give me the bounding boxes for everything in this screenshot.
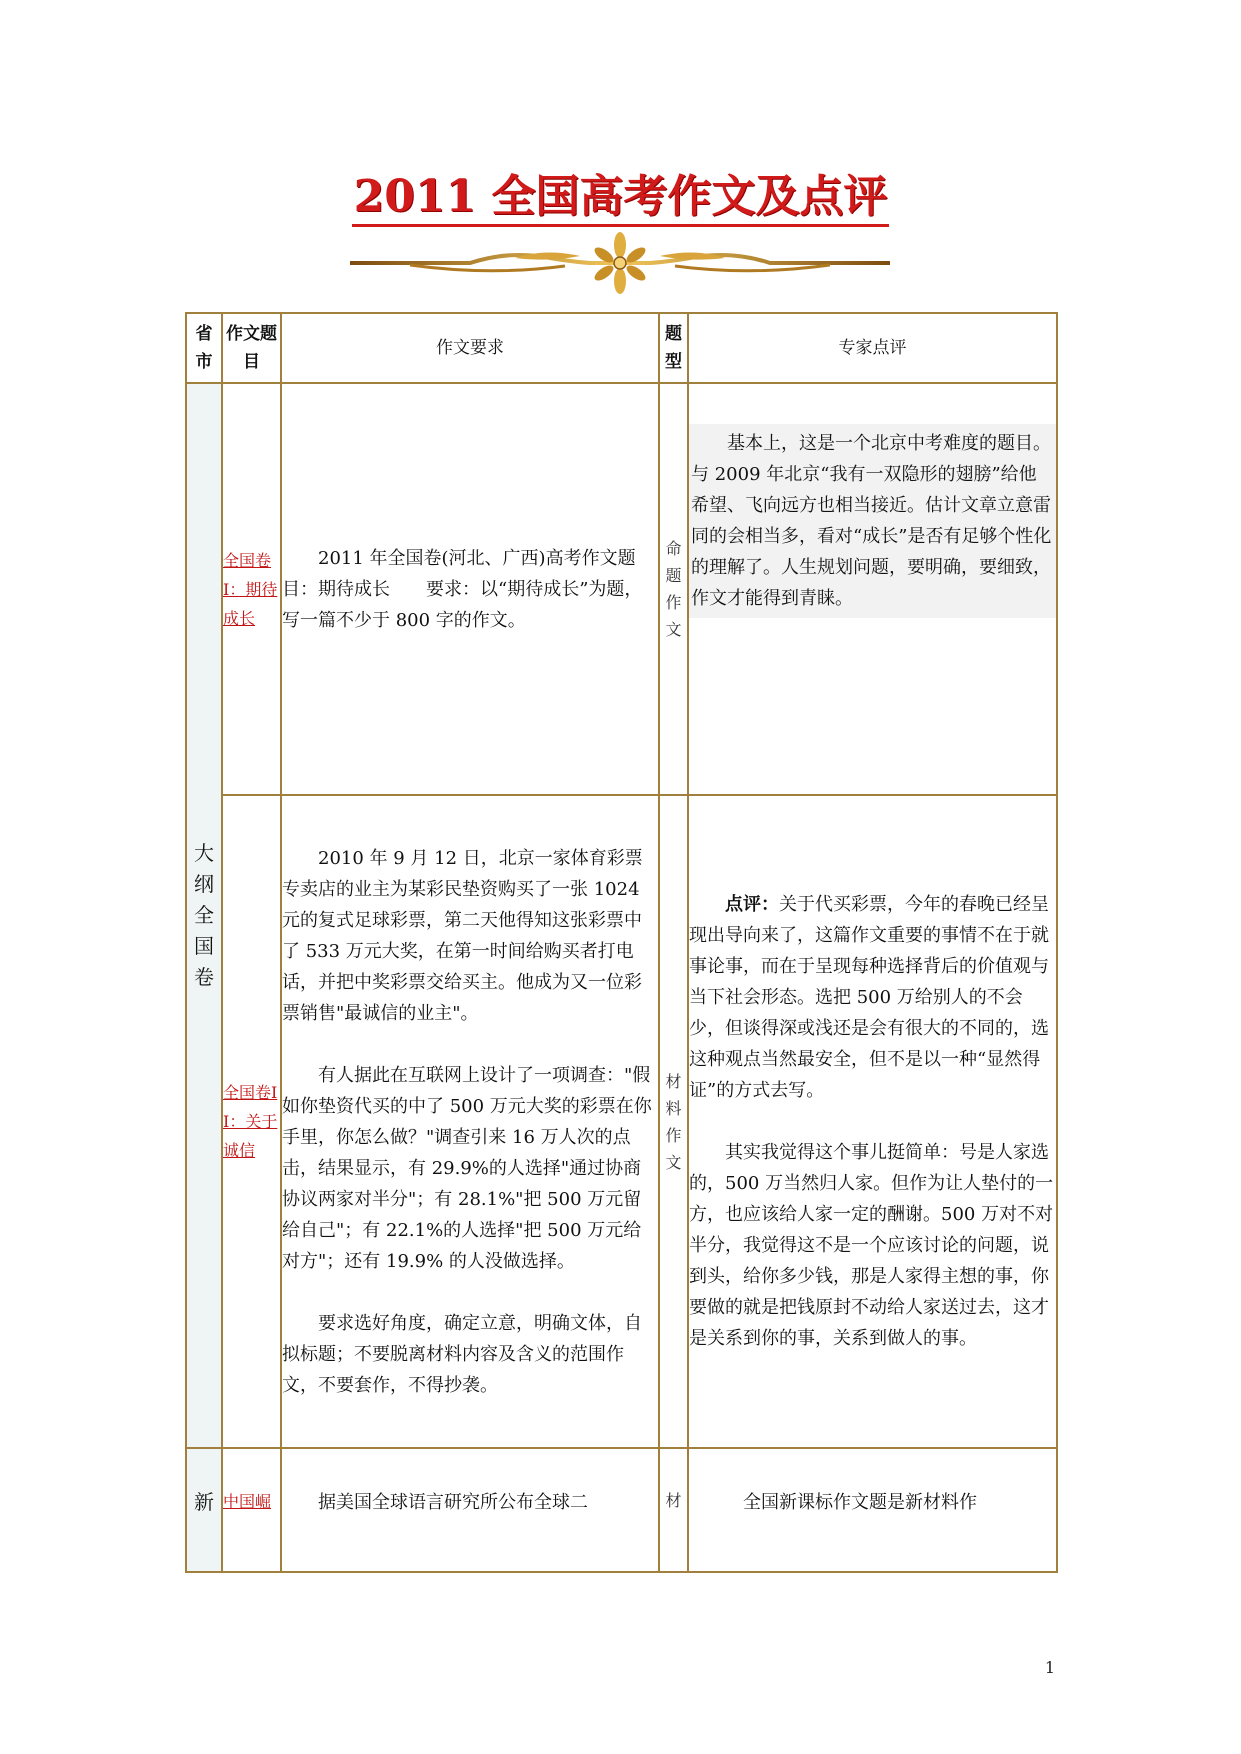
comment-box: 基本上，这是一个北京中考难度的题目。与 2009 年北京“我有一双隐形的翅膀”给他希望、飞向远方也相当接近。估计文章立意雷同的会相当多，看对“成长”是否有足够个性化的理解了。人生规划问题，要明确，要细致，作文才能得到青睐。	[689, 424, 1056, 618]
table-row	[186, 795, 1057, 1448]
type-cell: 材料作文	[659, 795, 688, 1448]
header-province: 省市	[186, 313, 222, 383]
topic-link[interactable]: 中国崛	[222, 1448, 281, 1572]
comment-cell: 点评：关于代买彩票，今年的春晚已经呈现出导向来了，这篇作文重要的事情不在于就事论事，而在于呈现每种选择背后的价值观与当下社会形态。选把 500 万给别人的不会少，但谈得深或浅还是会有很大的不同的，选这种观点当然最安全，但不是以一种“显然得证”的方式去写。 其实我觉得这个事儿挺简单：号是人家选的，500 万当然归人家。但作为让人垫付的一方，也应该给人家一定的酬谢。500 万对不对半分，我觉得这不是一个应该讨论的问题，说到头，给你多少钱，那是人家得主想的事，你要做的就是把钱原封不动给人家送过去，这才是关系到你的事，关系到做人的事。	[688, 795, 1057, 1448]
header-topic: 作文题目	[222, 313, 281, 383]
table-row	[186, 383, 1057, 795]
requirements-cell: 2010 年 9 月 12 日，北京一家体育彩票专卖店的业主为某彩民垫资购买了一张 1024 元的复式足球彩票，第二天他得知这张彩票中了 533 万元大奖，在第一时间给购买者打电话，并把中奖彩票交给买主。他成为又一位彩票销售"最诚信的业主"。 有人据此在互联网上设计了一项调查："假如你垫资代买的中了 500 万元大奖的彩票在你手里，你怎么做？"调查引来 16 万人次的点击，结果显示，有 29.9%的人选择"通过协商协议两家对半分"；有 28.1%"把 500 万元留给自己"；有 22.1%的人选择"把 500 万元给对方"；还有 19.9% 的人没做选择。 要求选好角度，确定立意，明确文体，自拟标题；不要脱离材料内容及含义的范围作文，不要套作，不得抄袭。	[281, 795, 659, 1448]
type-cell: 材	[659, 1448, 688, 1572]
page-number: 1	[1044, 1658, 1055, 1677]
type-cell: 命题作文	[659, 383, 688, 795]
header-requirements: 作文要求	[281, 313, 659, 383]
requirements-cell: 2011 年全国卷(河北、广西)高考作文题目：期待成长 要求：以“期待成长”为题，写一篇不少于 800 字的作文。	[281, 383, 659, 795]
comment-label: 点评：	[725, 894, 779, 915]
document-title: 2011 全国高考作文及点评	[0, 160, 1241, 224]
province-cell: 大纲全国卷	[186, 383, 222, 1448]
gold-flourish-divider-icon	[350, 228, 890, 298]
topic-link[interactable]: 全国卷II：关于诚信	[222, 795, 281, 1448]
topic-link[interactable]: 全国卷I：期待成长	[222, 383, 281, 795]
requirements-cell: 据美国全球语言研究所公布全球二	[281, 1448, 659, 1572]
header-comment: 专家点评	[688, 313, 1057, 383]
province-cell: 新	[186, 1448, 222, 1572]
table-header-row	[186, 313, 1057, 383]
comment-cell: 全国新课标作文题是新材料作	[688, 1448, 1057, 1572]
comment-cell	[688, 383, 1057, 795]
table-row	[186, 1448, 1057, 1572]
essay-table	[185, 312, 1058, 1573]
header-type: 题型	[659, 313, 688, 383]
